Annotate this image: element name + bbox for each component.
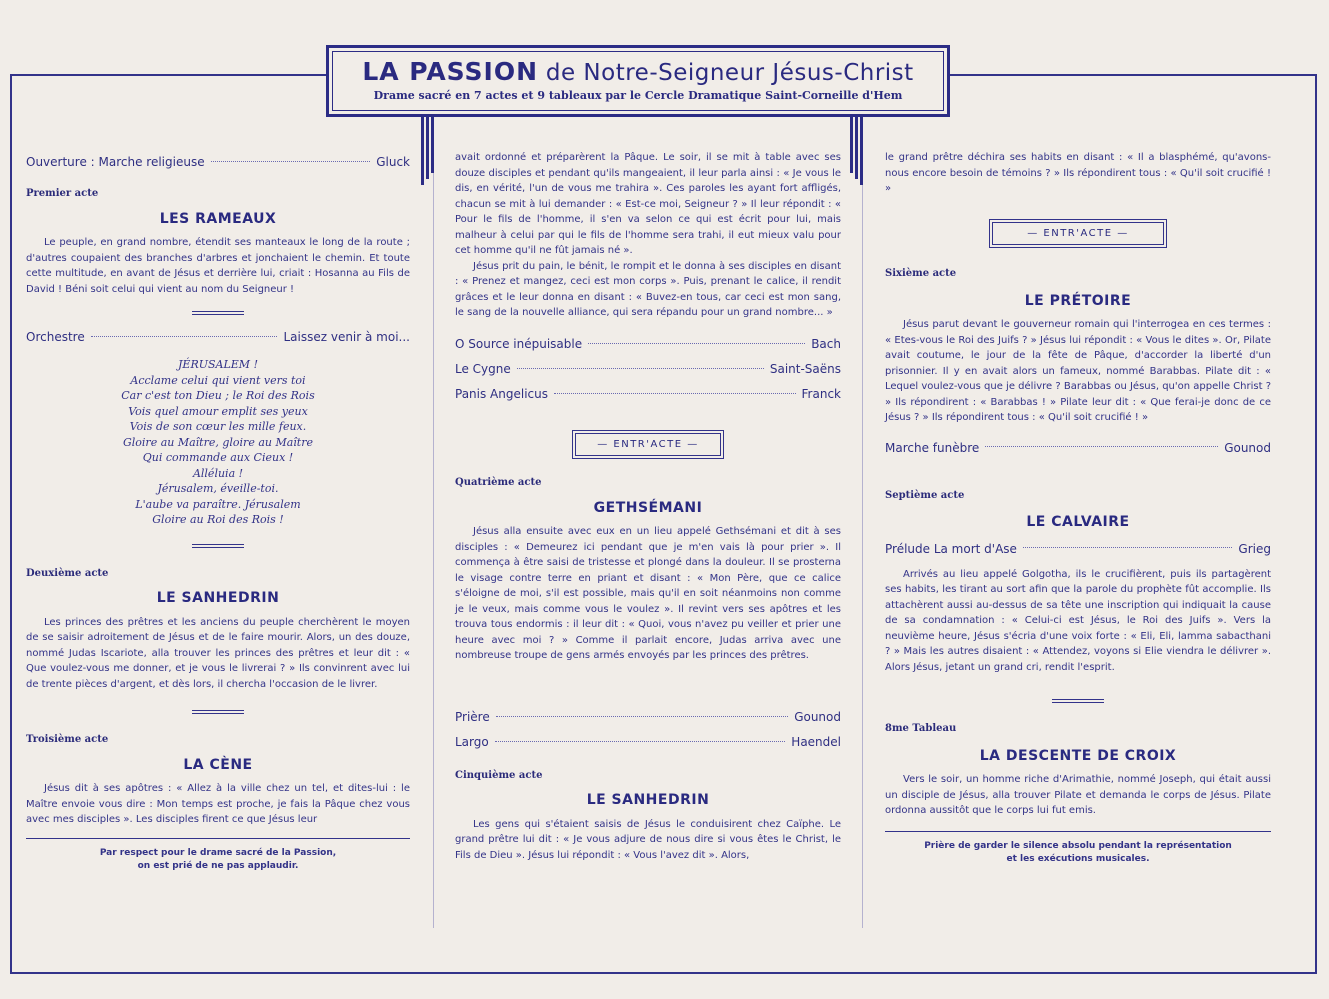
poem-line: Gloire au Maître, gloire au Maître [122,435,313,449]
act-text: Vers le soir, un homme riche d'Arimathie, nommé Joseph, qui était aussi un disciple de Jésus, alla trouver Pilate et demanda le corps de Jésus. Pilate ordonna aussitôt que le corps lui fut emis. [885,774,1271,816]
poem-line: Vois quel amour emplit ses yeux [128,404,308,418]
music-entry [455,706,841,731]
column-divider [433,118,434,928]
act-title: LE SANHEDRIN [156,590,280,606]
music-list [455,706,841,756]
act-label: Quatrième acte [455,477,542,488]
music-title: Panis Angelicus [455,387,548,402]
act-title: LA CÈNE [183,756,253,773]
column-divider [862,118,863,928]
music-title: Marche funèbre [885,440,980,455]
footer-note: Par respect pour le drame sacré de la Passion, [99,847,337,858]
footer-rule [885,831,1271,832]
ornament [850,117,864,185]
entracte-box [572,430,724,460]
music-entry [885,539,1271,561]
act-text: Jésus alla ensuite avec eux en un lieu appelé Gethsémani et dit à ses disciples : « Demeurez ici pendant que je m'en vais là pour prier ». Il commença à être saisi de tristesse et plongé dans la douleur. Il se prosterna le visage contre terre en priant et disant : « Mon Père, que ce calice s'éloigne de moi, s'il est possible, mais qu'il en soit néanmoins non comme je le veux, mais comme vous le voulez ». Il revint vers ses apôtres et les trouva tous endormis : il leur dit : « Quoi, vous n'avez pu veiller et prier une heure avec moi ? » Comme il parlait encore, Judas arriva avec une nombreuse troupe de gens armés envoyés par les princes des prêtres. [455,526,841,661]
music-composer: Franck [801,387,841,402]
footer-note: et les exécutions musicales. [1006,853,1150,864]
act-label: Cinquième acte [455,769,543,781]
music-entry [885,438,1271,460]
act-label: Sixième acte [885,268,957,279]
music-title: Orchestre [26,330,85,345]
music-entry [455,333,841,358]
poem-line: Car c'est ton Dieu ; le Roi des Rois [121,389,315,402]
act-text: Jésus dit à ses apôtres : « Allez à la ville chez un tel, et dites-lui : le Maître envoie vous dire : Mon temps est proche, je fais la Pâque chez vous avec mes disciples ». Les disciples firent ce que Jésus leur [26,783,410,825]
divider-rule [192,311,244,315]
entracte-label: — ENTR'ACTE — [992,222,1164,246]
column-3 [885,150,1271,866]
music-title: O Source inépuisable [455,337,583,352]
music-composer: Saint-Saëns [769,362,841,377]
music-list [455,333,841,408]
music-title: Prière [455,710,490,725]
divider-rule [192,710,244,714]
act-title: LA DESCENTE DE CROIX [979,747,1177,764]
music-composer: Haendel [791,735,841,750]
poem-line: Qui commande aux Cieux ! [142,451,294,464]
music-entry [455,358,841,383]
act-text: Les gens qui s'étaient saisis de Jésus le conduisirent chez Caïphe. Le grand prêtre lui dit : « Je vous adjure de nous dire si vous êtes le Christ, le Fils de Dieu ». Jésus lui répondit : « Vous l'avez dit ». Alors, [455,818,841,861]
act-text: Jésus prit du pain, le bénit, le rompit et le donna à ses disciples en disant : « Prenez et mangez, ceci est mon corps ». Puis, prenant le calice, il rendit grâces et le leur donna en disant : « Buvez-en tous, car ceci est mon sang, le sang de la nouvelle alliance, qui sera répandu pour un grand nombre... » [455,260,841,318]
entracte-box [989,219,1167,249]
music-composer: Gluck [376,155,410,170]
music-entry [26,327,410,349]
poem-line: Jérusalem, éveille-toi. [157,482,279,495]
ornament [421,117,435,185]
act-text: Les princes des prêtres et les anciens du peuple cherchèrent le moyen de se saisir adroitement de Jésus et de le faire mourir. Alors, un des douze, nommé Judas Iscariote, alla trouver les princes des prêtres et leur dit : « Que voulez-vous me donner, et je vous le livrerai ? » Ils convinrent avec lui de trente pièces d'argent, et dès lors, il chercha l'occasion de le livrer. [26,616,410,690]
act-text: Le peuple, en grand nombre, étendit ses manteaux le long de la route ; d'autres coupaient des branches d'arbres et jonchaient le chemin. Et toute cette multitude, en avant de Jésus et derrière lui, criait : Hosanna au Fils de David ! Béni soit celui qui vient au nom du Seigneur ! [26,237,410,295]
title-rest: de Notre-Seigneur Jésus-Christ [545,60,914,86]
divider-rule [1052,699,1104,703]
act-text: le grand prêtre déchira ses habits en disant : « Il a blasphémé, qu'avons-nous encore besoin de témoins ? » Ils répondirent tous : « Qu'il soit crucifié ! » [885,152,1271,194]
column-2 [455,150,841,863]
act-label: Troisième acte [26,734,109,745]
act-text: avait ordonné et préparèrent la Pâque. Le soir, il se mit à table avec ses douze disciples et pendant qu'ils mangeaient, il leur parla ainsi : « Je vous le dis, en vérité, l'un de vous me trahira ». Ces paroles les ayant fort affligés, chacun se mit à lui demander : « Est-ce moi, Seigneur ? » Il leur répondit : « Pour le fils de l'homme, il s'en va selon ce qui est écrit pour lui, mais malheur à celui par qui le fils de l'homme sera trahi, il eut mieux valu pour cet homme qu'il ne fût jamais né ». [455,152,841,256]
footer-rule [26,838,410,839]
act-title: GETHSÉMANI [593,499,703,516]
music-composer: Bach [811,337,841,352]
poem-line: Vois de son cœur les mille feux. [129,420,307,433]
act-title: LE PRÉTOIRE [1024,292,1132,309]
column-1 [26,150,410,873]
act-label: Deuxième acte [26,567,109,579]
music-title: Le Cygne [455,362,511,377]
act-title: LE SANHEDRIN [586,792,710,808]
poem-line: Acclame celui qui vient vers toi [130,373,306,387]
music-entry [455,731,841,756]
act-text: Arrivés au lieu appelé Golgotha, ils le crucifièrent, puis ils partagèrent ses habits, les tirant au sort afin que la parole du prophète fût accomplie. Ils attachèrent aussi au-dessus de sa tête une inscription qui indiquait la cause de sa condamnation : « Celui-ci est Jésus, le Roi des Juifs ». Vers la neuvième heure, Jésus s'écria d'une voix forte : « Eli, Eli, lamma sabacthani ? » Mais les autres disaient : « Attendez, voyons si Elie viendra le délivrer ». Alors Jésus, jetant un grand cri, rendit l'esprit. [885,568,1271,673]
entracte-label: — ENTR'ACTE — [575,433,721,457]
music-entry [455,383,841,408]
footer-note: Prière de garder le silence absolu pendant la représentation [924,840,1232,851]
music-composer: Grieg [1238,541,1271,556]
poem-line: Alléluia ! [192,466,244,480]
music-title: Largo [455,735,489,750]
poem-line: L'aube va paraître. Jérusalem [135,497,301,511]
music-piece: Laissez venir à moi... [283,330,410,345]
act-title: LES RAMEAUX [159,210,277,227]
act-label: Septième acte [885,489,965,501]
header-box [326,45,950,117]
act-title: LE CALVAIRE [1026,514,1130,530]
music-composer: Gounod [794,710,841,725]
poem-line: Gloire au Roi des Rois ! [152,513,284,526]
title-bold: LA PASSION [362,57,539,86]
subtitle: Drame sacré en 7 actes et 9 tableaux par le Cercle Dramatique Saint-Corneille d'Hem [373,89,903,102]
act-label: Premier acte [26,188,99,199]
act-text: Jésus parut devant le gouverneur romain qui l'interrogea en ces termes : « Etes-vous le Roi des Juifs ? » Jésus lui répondit : « Vous le dites ». Or, Pilate avait coutume, le jour de la fête de Pâque, d'accorder la liberté d'un prisonnier. Il y en avait alors un fameux, nommé Barabbas. Pilate dit : « Lequel voulez-vous que je délivre ? Barabbas ou Jésus, qu'on appelle Christ ? » Ils répondirent : « Barabbas ! » Pilate leur dit : « Que ferai-je donc de ce Jésus ? » Ils répondirent tous : « Qu'il soit crucifié ! » [885,319,1271,423]
footer-note: on est prié de ne pas applaudir. [137,860,299,871]
divider-rule [192,544,244,548]
music-composer: Gounod [1224,440,1271,455]
act-label: 8me Tableau [885,723,957,734]
music-entry [26,152,410,174]
poem [26,357,410,528]
poem-line: JÉRUSALEM ! [178,358,258,371]
music-title: Ouverture : Marche religieuse [26,155,205,170]
music-title: Prélude La mort d'Ase [885,541,1017,556]
